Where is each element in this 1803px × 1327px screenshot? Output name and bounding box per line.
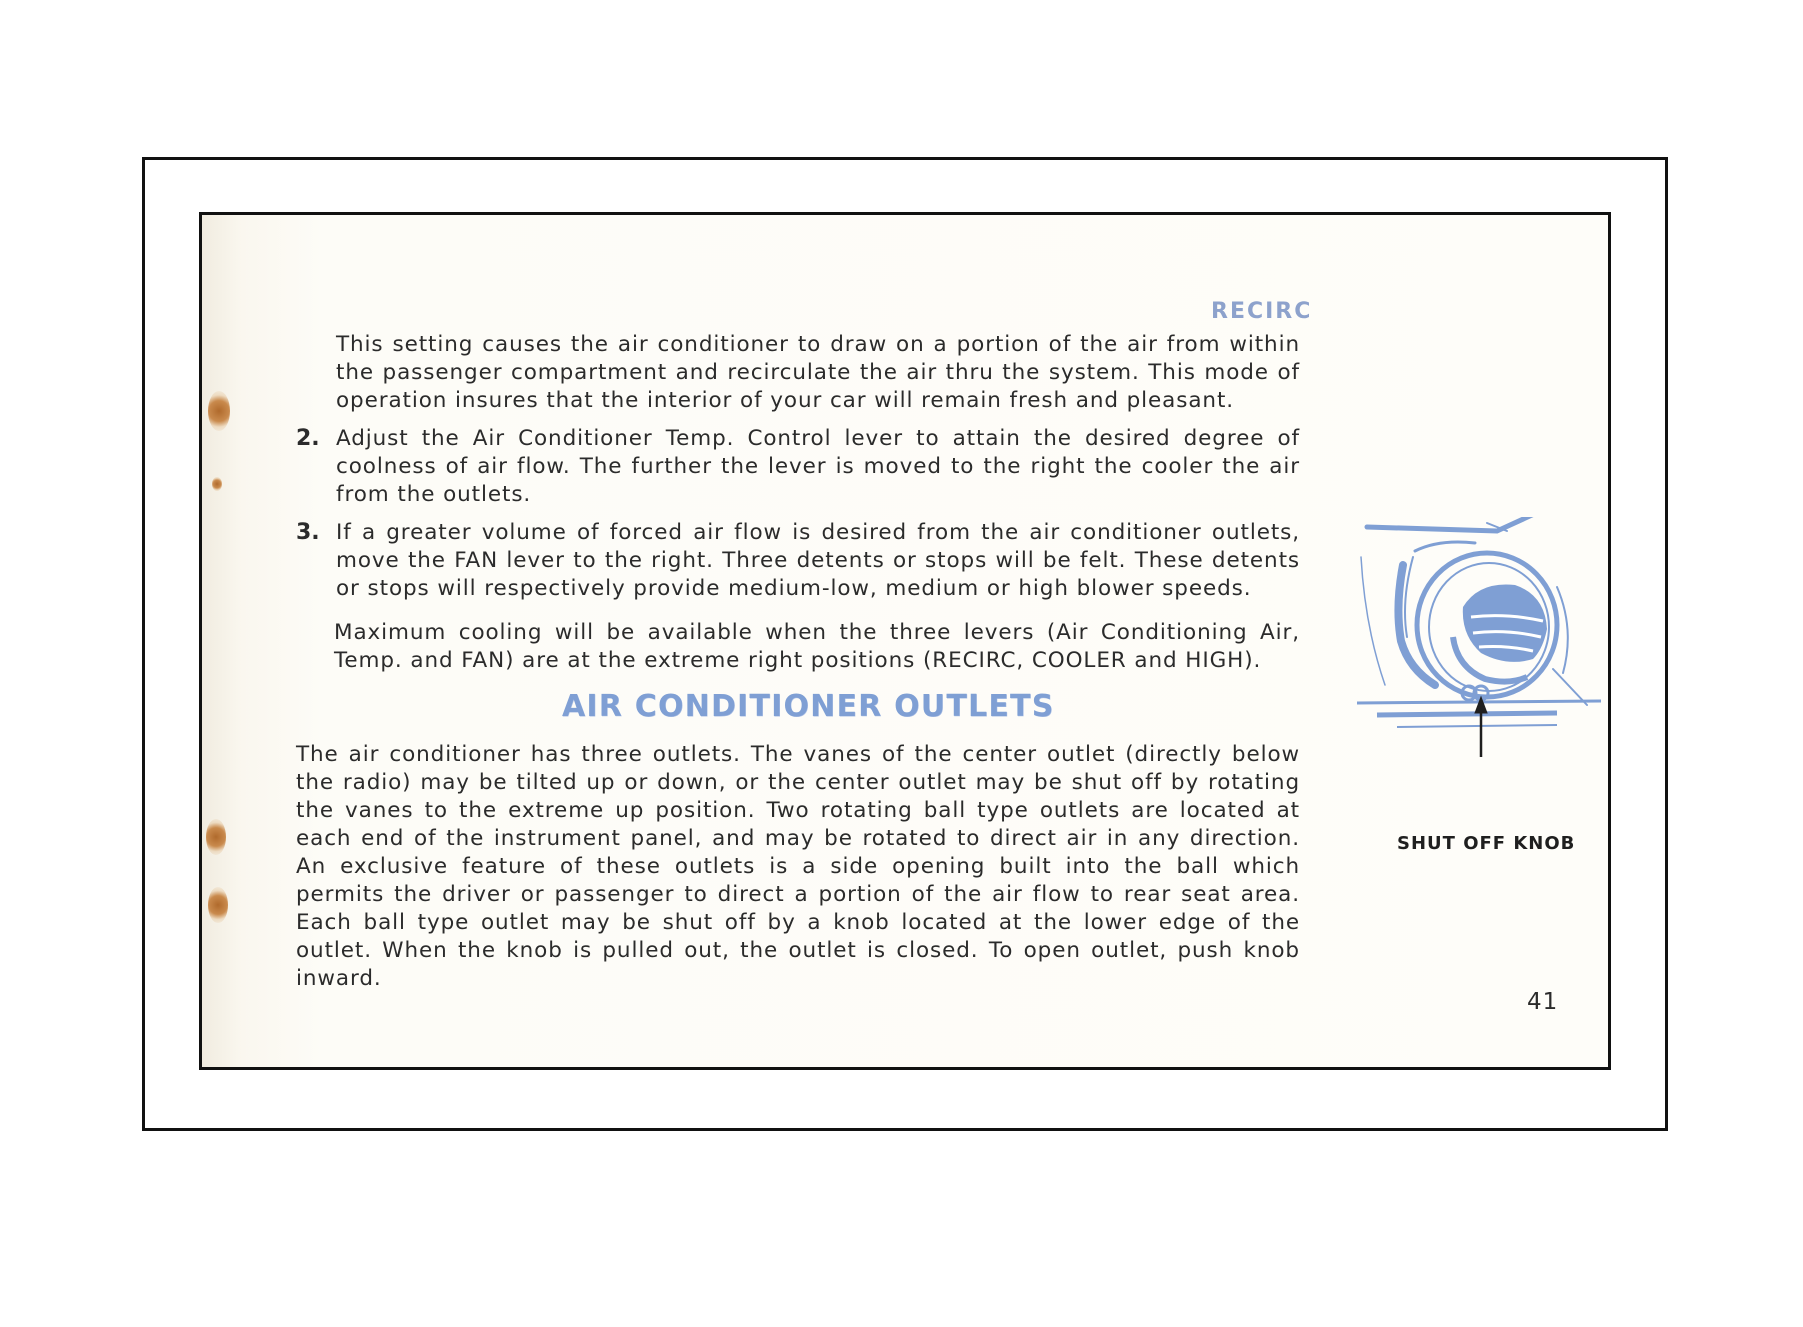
step-item xyxy=(296,425,1300,509)
step-number: 2. xyxy=(296,426,320,451)
max-cooling-paragraph: Maximum cooling will be available when the three levers (Air Conditioning Air, Temp. and FAN) are at the extreme right positions (RECIRC, COOLER and HIGH). xyxy=(334,620,1300,673)
outlets-heading: AIR CONDITIONER OUTLETS xyxy=(562,689,1055,724)
page-number: 41 xyxy=(1527,989,1559,1015)
step-text: Adjust the Air Conditioner Temp. Control lever to attain the desired degree of coolness of air flow. The further the lever is moved to the right the cooler the air from the outlets. xyxy=(336,426,1300,507)
recirc-paragraph: This setting causes the air conditioner to draw on a portion of the air from within the passenger compartment and recirculate the air thru the system. This mode of operation insures that the interior of your car will remain fresh and pleasant. xyxy=(336,332,1300,413)
step-item xyxy=(296,519,1300,603)
rust-stain xyxy=(212,477,222,491)
ball-outlet-illustration xyxy=(1357,517,1602,757)
recirc-heading: RECIRC xyxy=(1211,299,1313,324)
shut-off-knob-label: SHUT OFF KNOB xyxy=(1397,833,1576,854)
step-number: 3. xyxy=(296,520,320,545)
rust-stain xyxy=(208,887,228,923)
rust-stain xyxy=(208,391,230,431)
rust-stain xyxy=(206,819,226,855)
outlets-paragraph: The air conditioner has three outlets. The vanes of the center outlet (directly below the radio) may be tilted up or down, or the center outlet may be shut off by rotating the vanes to the extreme up position. Two rotating ball type outlets are located at each end of the instrument panel, and may be rotated to direct air in any direction. An exclusive feature of these outlets is a side opening built into the ball which permits the driver or passenger to direct a portion of the air flow to rear seat area. Each ball type outlet may be shut off by a knob located at the lower edge of the outlet. When the knob is pulled out, the outlet is closed. To open outlet, push knob inward. xyxy=(296,742,1300,991)
manual-page xyxy=(199,212,1611,1070)
step-text: If a greater volume of forced air flow is desired from the air conditioner outlets, move the FAN lever to the right. Three detents or stops will be felt. These detents or stops will respectively provide medium-low, medium or high blower speeds. xyxy=(336,520,1300,601)
